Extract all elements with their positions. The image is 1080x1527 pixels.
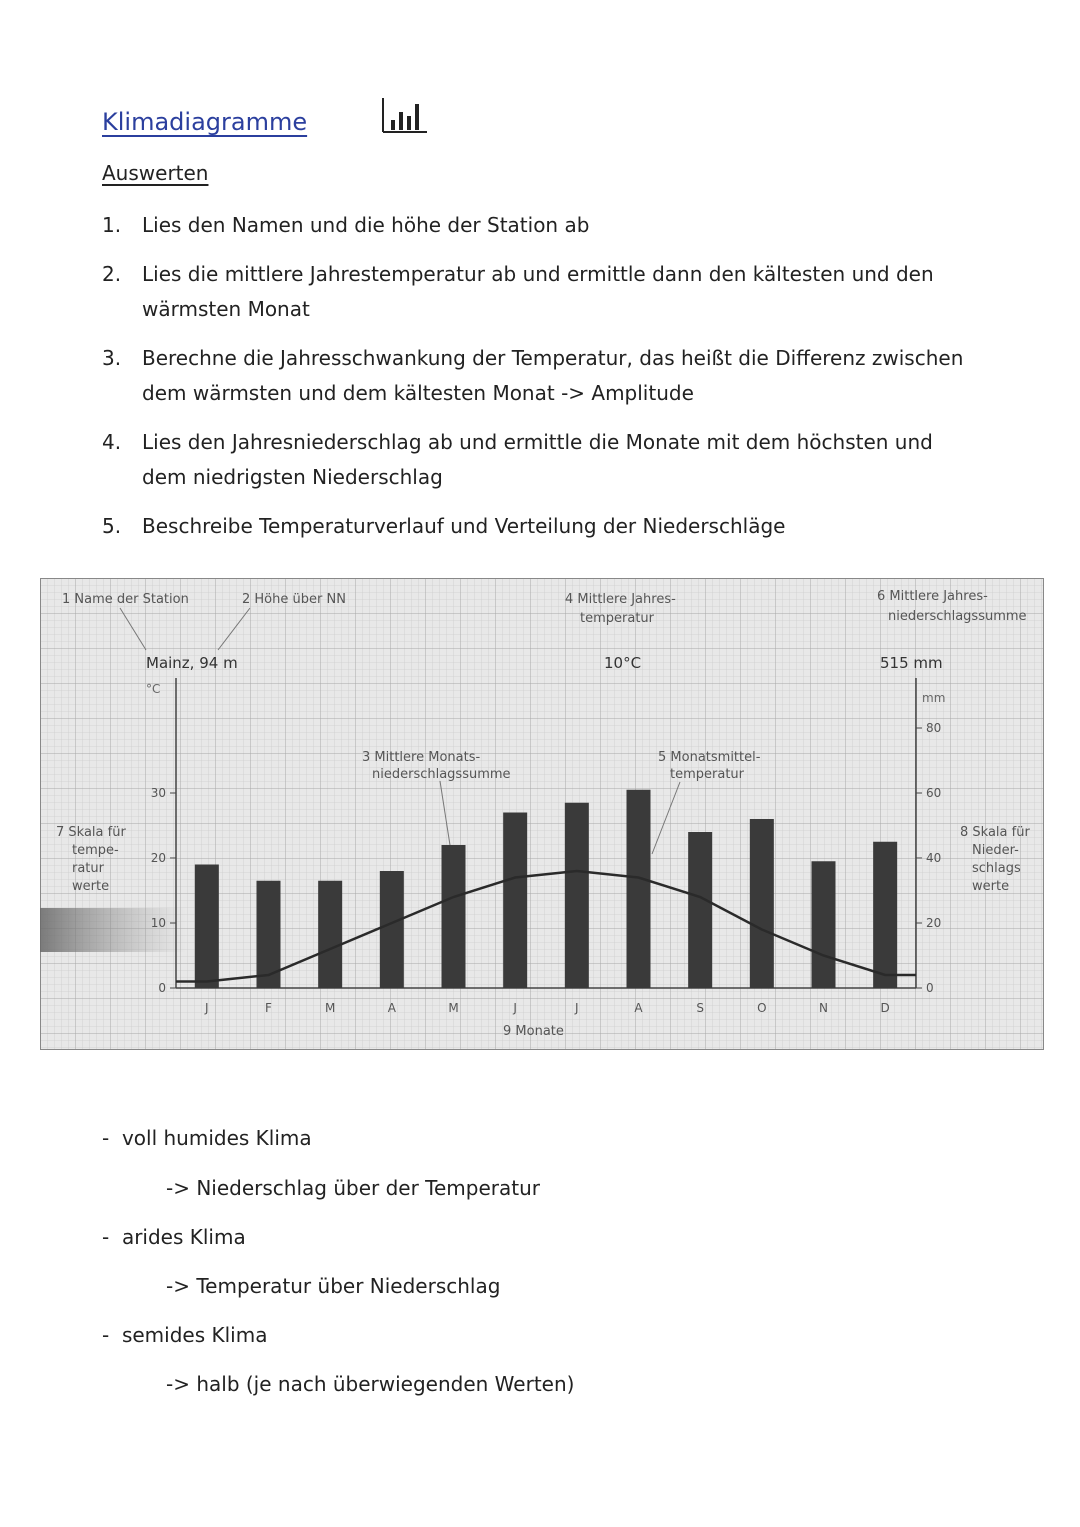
label-temp-scale-4: werte (72, 879, 110, 894)
precip-bar (442, 845, 466, 988)
label-mean-annual-temp-2: temperatur (580, 611, 655, 626)
label-monthly-precip-2: niederschlagssumme (372, 767, 511, 782)
scan-smudge (40, 908, 186, 952)
label-temp-scale-3: ratur (72, 861, 104, 876)
label-station-name: 1 Name der Station (62, 592, 189, 607)
month-label: M (448, 1001, 459, 1015)
month-label: J (575, 1001, 579, 1015)
label-mean-annual-temp: 4 Mittlere Jahres- (565, 592, 676, 607)
temp-tick-label: 20 (150, 851, 166, 865)
label-precip-scale-2: Nieder- (972, 843, 1019, 858)
list-item: 5. Beschreibe Temperaturverlauf und Verteilung der Niederschläge (102, 514, 786, 538)
month-label: M (324, 1001, 336, 1015)
list-item: 1. Lies den Namen und die höhe der Station ab (102, 213, 590, 237)
step-text: Lies den Jahresniederschlag ab und ermittle die Monate mit dem höchsten und dem niedrigsten Niederschlag (142, 430, 933, 489)
label-monthly-temp-2: temperatur (670, 767, 745, 782)
note-detail: -> halb (je nach überwiegenden Werten) (166, 1372, 575, 1396)
precip-bar (565, 803, 589, 988)
climate-diagram (40, 578, 1044, 1050)
month-label: D (880, 1001, 890, 1015)
bar-chart-icon (381, 92, 429, 136)
month-label: A (387, 1001, 396, 1015)
page-title: Klimadiagramme (102, 108, 308, 136)
month-label: A (634, 1001, 643, 1015)
note-text: arides Klima (121, 1225, 246, 1249)
label-monthly-temp: 5 Monatsmittel- (658, 750, 761, 765)
precip-tick-label: 60 (926, 786, 942, 800)
note-detail: -> Niederschlag über der Temperatur (166, 1176, 540, 1200)
temp-tick-label: 0 (158, 981, 166, 995)
list-item: 4. Lies den Jahresniederschlag ab und ermittle die Monate mit dem höchsten und dem niedrigsten Niederschlag (102, 430, 933, 489)
list-item: - voll humides Klima (102, 1126, 312, 1150)
precip-bar (503, 813, 527, 989)
temp-unit: °C (146, 682, 161, 696)
label-temp-scale-2: tempe- (72, 843, 119, 858)
label-annual-precip-2: niederschlagssumme (888, 609, 1027, 624)
temp-tick-label: 10 (150, 916, 166, 930)
precip-tick-label: 0 (926, 981, 934, 995)
precip-bar (750, 819, 774, 988)
month-label: F (265, 1001, 272, 1015)
month-label: S (696, 1001, 704, 1015)
precip-bar (627, 790, 651, 988)
month-label: J (205, 1001, 209, 1015)
precip-bar (380, 871, 404, 988)
precip-tick-label: 20 (926, 916, 942, 930)
label-altitude: 2 Höhe über NN (242, 592, 346, 607)
precip-bar (318, 881, 342, 988)
label-precip-scale-3: schlags (972, 861, 1021, 876)
step-text: Lies die mittlere Jahrestemperatur ab und ermittle dann den kältesten und den wärmsten Monat (142, 262, 934, 321)
section-heading: Auswerten (102, 161, 209, 185)
note-text: semides Klima (121, 1323, 268, 1347)
precip-tick-label: 80 (926, 721, 942, 735)
month-label: N (819, 1001, 828, 1015)
label-precip-scale-4: werte (972, 879, 1010, 894)
step-text: Beschreibe Temperaturverlauf und Verteilung der Niederschläge (142, 514, 786, 538)
step-text: Lies den Namen und die höhe der Station ab (142, 213, 590, 237)
label-temp-scale: 7 Skala für (56, 825, 126, 840)
note-detail: -> Temperatur über Niederschlag (166, 1274, 501, 1298)
list-item: 3. Berechne die Jahresschwankung der Temperatur, das heißt die Differenz zwischen dem wärmsten und dem kältesten Monat -> Amplitude (102, 346, 964, 405)
list-item: - semides Klima (102, 1323, 268, 1347)
precip-bar (873, 842, 897, 988)
precip-unit: mm (922, 691, 946, 705)
mean-temp-value: 10°C (604, 654, 642, 672)
list-item: 2. Lies die mittlere Jahrestemperatur ab und ermittle dann den kältesten und den wärmsten Monat (102, 262, 934, 321)
station-value: Mainz, 94 m (146, 654, 238, 672)
precip-tick-label: 40 (926, 851, 942, 865)
note-text: voll humides Klima (121, 1126, 312, 1150)
label-annual-precip: 6 Mittlere Jahres- (877, 589, 988, 604)
list-item: - arides Klima (102, 1225, 246, 1249)
month-label: O (757, 1001, 767, 1015)
annual-precip-value: 515 mm (880, 654, 943, 672)
label-precip-scale: 8 Skala für (960, 825, 1030, 840)
instruction-list (102, 208, 982, 558)
label-monthly-precip: 3 Mittlere Monats- (362, 750, 481, 765)
month-label: J (513, 1001, 517, 1015)
step-text: Berechne die Jahresschwankung der Temperatur, das heißt die Differenz zwischen dem wärmsten und dem kältesten Monat -> Amplitude (142, 346, 964, 405)
temp-tick-label: 30 (150, 786, 166, 800)
label-months: 9 Monate (503, 1024, 564, 1039)
precip-bar (195, 865, 219, 989)
precip-bar (688, 832, 712, 988)
precip-bar (812, 861, 836, 988)
